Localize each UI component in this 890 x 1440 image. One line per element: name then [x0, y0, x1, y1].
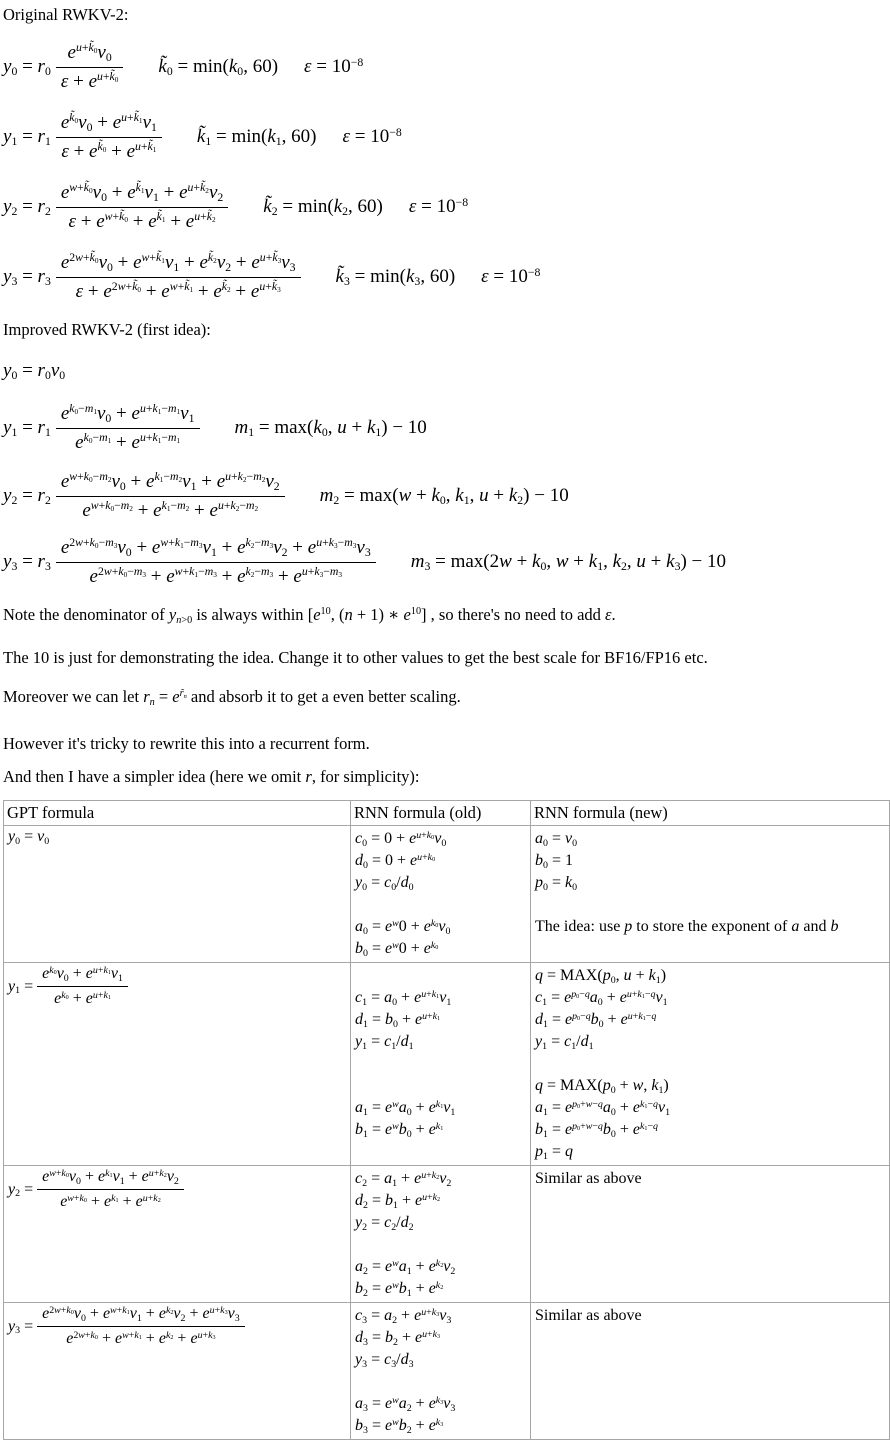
- formula-line: $q = MAX(p_0 + w$, $k_1$): [535, 1077, 669, 1096]
- equation-condition: $m_1 = \max(k_0$, $u + k_1) - 10$: [234, 417, 427, 440]
- formula-line: [355, 894, 526, 916]
- fraction: [56, 182, 228, 233]
- column-header-rnn-old: RNN formula (old): [351, 801, 531, 826]
- fraction-numerator: $e^{k_0}v_0 + e^{u+k_1}v_1$: [42, 964, 123, 984]
- rnn-old-cell: [351, 1303, 531, 1440]
- formula-line: $y_0 = c_0/d_0$: [355, 874, 414, 893]
- fraction-denominator: $\varepsilon + e^{k̃_0} + e^{u+k̃_1}$: [56, 137, 162, 163]
- equation-lhs: $y_2 = r_2$: [3, 196, 51, 219]
- note-scale: The 10 is just for demonstrating the idea. Change it to other values to get the best scale for BF16/FP16 etc.: [3, 648, 708, 667]
- equation-improved-y0: [3, 360, 888, 382]
- formula-line: $a_0 = v_0$: [535, 830, 578, 849]
- formula-line: $a_1 = e^wa_0 + e^{k_1}v_1$: [355, 1098, 456, 1118]
- equation-condition: $k̃_2 = \min(k_2$, 60): [263, 196, 383, 219]
- equation-improved-y2: [3, 468, 888, 524]
- fraction-denominator: $e^{k_0} + e^{u+k_1}$: [37, 986, 128, 1008]
- rnn-old-cell: [351, 1166, 531, 1303]
- equation-improved-y1: [3, 400, 888, 456]
- table-row: [4, 963, 890, 1166]
- equation-lhs: $y_3 = r_3$: [3, 266, 51, 289]
- formula-line: $a_0 = e^w0 + e^{k_0}v_0$: [355, 917, 451, 937]
- equation-epsilon: $\varepsilon = 10^{-8}$: [304, 55, 364, 77]
- formula-line: $y_1 = c_1/d_1$: [535, 1033, 594, 1052]
- formula-line: $c_0 = 0 + e^{u+k_0}v_0$: [355, 829, 447, 849]
- rnn-new-cell: [531, 1166, 890, 1303]
- fraction-numerator: $e^{2w+k_0-m_3}v_0 + e^{w+k_1-m_3}v_1 + e^{k_2-m_3}v_2 + e^{u+k_3-m_3}v_3$: [60, 536, 371, 559]
- formula-line: $d_2 = b_1 + e^{u+k_2}$: [355, 1191, 441, 1211]
- formula-line: $y_1 = c_1/d_1$: [355, 1033, 414, 1052]
- fraction-denominator: $\varepsilon + e^{w+k̃_0} + e^{k̃_1} + e^{u+k̃_2}$: [56, 207, 228, 233]
- fraction-denominator: $e^{w+k_0-m_2} + e^{k_1-m_2} + e^{u+k_2-m_2}$: [56, 496, 285, 522]
- formula-line: $b_1 = e^{p_0+w-q}b_0 + e^{k_1-q}$: [535, 1120, 658, 1140]
- section-heading-original: Original RWKV-2:: [3, 5, 129, 24]
- table-row: [4, 1166, 890, 1303]
- fraction-numerator: $e^{u+k̃_0}v_0$: [67, 41, 112, 64]
- gpt-formula-cell: $y_0 = v_0$: [4, 826, 351, 963]
- fraction: [56, 112, 162, 163]
- equation-epsilon: $\varepsilon = 10^{-8}$: [342, 125, 402, 147]
- fraction: [56, 252, 301, 303]
- formula-line: $c_1 = e^{p_0-q}a_0 + e^{u+k_1-q}v_1$: [535, 988, 668, 1008]
- fraction-numerator: $e^{k_0-m_1}v_0 + e^{u+k_1-m_1}v_1$: [60, 402, 195, 425]
- equation-original-y1: [3, 109, 888, 165]
- section-heading-improved: Improved RWKV-2 (first idea):: [3, 320, 211, 339]
- formula-line: $b_0 = e^w0 + e^{k_0}$: [355, 939, 439, 959]
- formula-line: $c_1 = a_0 + e^{u+k_1}v_1$: [355, 988, 452, 1008]
- formula-table: [3, 800, 890, 1440]
- formula-line: $a_3 = e^wa_2 + e^{k_3}v_3$: [355, 1394, 456, 1414]
- equation-condition: $m_3 = \max(2w + k_0$, $w + k_1$, $k_2$, $u + k_3) - 10$: [410, 551, 727, 574]
- fraction: [56, 403, 200, 454]
- formula-line: [535, 1053, 885, 1075]
- gpt-formula-cell: $y_3$ = $\frac{e^{2w+k_0}v_0 + e^{w+k_1}v_1 + e^{k_2}v_2 + e^{u+k_3}v_3}{e^{2w+k_0} + e^{w+k_1} + e^{k_2} + e^{u+k_3}}$: [4, 1303, 351, 1440]
- formula-line: $c_3 = a_2 + e^{u+k_3}v_3$: [355, 1306, 452, 1326]
- fraction: [37, 1305, 245, 1348]
- rnn-old-cell: [351, 963, 531, 1166]
- fraction: [56, 471, 285, 522]
- fraction: [56, 42, 124, 93]
- fraction-denominator: $e^{2w+k_0-m_3} + e^{w+k_1-m_3} + e^{k_2-m_3} + e^{u+k_3-m_3}$: [56, 562, 376, 588]
- text-line: Similar as above: [535, 1307, 642, 1324]
- text-line: The idea: use p to store the exponent of a and b: [535, 918, 839, 935]
- column-header-gpt: GPT formula: [4, 801, 351, 826]
- gpt-formula-cell: $y_2$ = $\frac{e^{w+k_0}v_0 + e^{k_1}v_1 + e^{u+k_2}v_2}{e^{w+k_0} + e^{k_1} + e^{u+k_2}}$: [4, 1166, 351, 1303]
- gpt-formula-cell: $y_1$ = $\frac{e^{k_0}v_0 + e^{u+k_1}v_1}{e^{k_0} + e^{u+k_1}}$: [4, 963, 351, 1166]
- rnn-new-cell: [531, 1303, 890, 1440]
- equation-lhs: $y_1 = r_1$: [3, 126, 51, 149]
- formula-table-header: [4, 801, 890, 826]
- fraction-numerator: $e^{w+k̃_0}v_0 + e^{k̃_1}v_1 + e^{u+k̃_2}v_2$: [60, 181, 224, 204]
- column-header-rnn-new: RNN formula (new): [531, 801, 890, 826]
- rnn-new-cell: [531, 963, 890, 1166]
- table-row: [4, 826, 890, 963]
- formula-line: [355, 1371, 526, 1393]
- fraction-numerator: $e^{2w+k̃_0}v_0 + e^{w+k̃_1}v_1 + e^{k̃_2}v_2 + e^{u+k̃_3}v_3$: [60, 251, 296, 274]
- formula-line: $d_1 = e^{p_0-q}b_0 + e^{u+k_1-q}$: [535, 1010, 657, 1030]
- fraction-denominator: $e^{k_0-m_1} + e^{u+k_1-m_1}$: [56, 428, 200, 454]
- note-tricky: However it's tricky to rewrite this into a recurrent form.: [3, 734, 370, 753]
- table-row: [4, 1303, 890, 1440]
- equation-condition: $k̃_1 = \min(k_1$, 60): [196, 126, 317, 149]
- formula-line: $b_3 = e^wb_2 + e^{k_3}$: [355, 1416, 444, 1436]
- rnn-old-cell: [351, 826, 531, 963]
- formula-line: $d_0 = 0 + e^{u+k_0}$: [355, 851, 436, 871]
- formula-line: $a_1 = e^{p_0+w-q}a_0 + e^{k_1-q}v_1$: [535, 1098, 671, 1118]
- text-line: Similar as above: [535, 1170, 642, 1187]
- equation-lhs: $y_1 = r_1$: [3, 417, 51, 440]
- fraction-numerator: $e^{w+k_0}v_0 + e^{k_1}v_1 + e^{u+k_2}v_2$: [42, 1167, 179, 1187]
- formula-line: $d_3 = b_2 + e^{u+k_3}$: [355, 1328, 441, 1348]
- formula-line: [355, 965, 526, 987]
- equation-lhs: $y_0 = r_0$: [3, 56, 51, 79]
- equation-original-y3: [3, 249, 888, 305]
- formula-line: $p_1 = q$: [535, 1143, 573, 1162]
- rnn-new-cell: [531, 826, 890, 963]
- equation-epsilon: $\varepsilon = 10^{-8}$: [481, 265, 541, 287]
- formula-line: [535, 894, 885, 916]
- formula-line: $y_3 = c_3/d_3$: [355, 1351, 414, 1370]
- note-denominator: Note the denominator of $y_{n>0}$ is always within [$e^{10}$, (n + 1) ∗ $e^{10}$] , so there's no need to add ε.: [3, 605, 616, 626]
- formula-line: [355, 1053, 526, 1075]
- fraction-numerator: $e^{2w+k_0}v_0 + e^{w+k_1}v_1 + e^{k_2}v_2 + e^{u+k_3}v_3$: [42, 1304, 240, 1324]
- equation-condition: $k̃_0 = \min(k_0$, 60): [158, 56, 279, 79]
- fraction-denominator: $\varepsilon + e^{u+k̃_0}$: [56, 67, 124, 93]
- equation-lhs: $y_3 = r_3$: [3, 551, 51, 574]
- fraction: [37, 965, 128, 1008]
- fraction-denominator: $\varepsilon + e^{2w+k̃_0} + e^{w+k̃_1} + e^{k̃_2} + e^{u+k̃_3}$: [56, 277, 301, 303]
- formula-line: [355, 1075, 526, 1097]
- formula-line: $b_1 = e^wb_0 + e^{k_1}$: [355, 1120, 444, 1140]
- equation-original-y0: [3, 39, 888, 95]
- fraction: [37, 1168, 184, 1211]
- formula-line: [355, 1234, 526, 1256]
- formula-line: $q = MAX(p_0$, $u + k_1$): [535, 967, 667, 986]
- formula-line: $d_1 = b_0 + e^{u+k_1}$: [355, 1010, 441, 1030]
- equation-condition: $m_2 = \max(w + k_0$, $k_1$, $u + k_2) - 10$: [319, 485, 569, 508]
- formula-line: $b_2 = e^wb_1 + e^{k_2}$: [355, 1279, 444, 1299]
- equation-lhs: $y_0 = r_0v_0$: [3, 360, 66, 383]
- fraction-numerator: $e^{k̃_0}v_0 + e^{u+k̃_1}v_1$: [60, 111, 157, 134]
- equation-lhs: $y_2 = r_2$: [3, 485, 51, 508]
- fraction: [56, 537, 376, 588]
- equation-condition: $k̃_3 = \min(k_3$, 60): [335, 266, 456, 289]
- note-simpler-idea: And then I have a simpler idea (here we omit r, for simplicity):: [3, 767, 420, 786]
- formula-line: $b_0 = 1$: [535, 852, 573, 871]
- formula-line: $c_2 = a_1 + e^{u+k_2}v_2$: [355, 1169, 452, 1189]
- formula-line: $p_0 = k_0$: [535, 874, 578, 893]
- fraction-numerator: $e^{w+k_0-m_2}v_0 + e^{k_1-m_2}v_1 + e^{u+k_2-m_2}v_2$: [60, 470, 280, 493]
- formula-line: $y_2 = c_2/d_2$: [355, 1214, 414, 1233]
- fraction-denominator: $e^{w+k_0} + e^{k_1} + e^{u+k_2}$: [37, 1189, 184, 1211]
- equation-improved-y3: [3, 534, 888, 590]
- equation-original-y2: [3, 179, 888, 235]
- formula-line: $a_2 = e^wa_1 + e^{k_2}v_2$: [355, 1257, 456, 1277]
- fraction-denominator: $e^{2w+k_0} + e^{w+k_1} + e^{k_2} + e^{u+k_3}$: [37, 1326, 245, 1348]
- note-absorb: Moreover we can let $r_n = e^{r̃_n}$ and absorb it to get a even better scaling.: [3, 687, 461, 708]
- equation-epsilon: $\varepsilon = 10^{-8}$: [408, 195, 469, 217]
